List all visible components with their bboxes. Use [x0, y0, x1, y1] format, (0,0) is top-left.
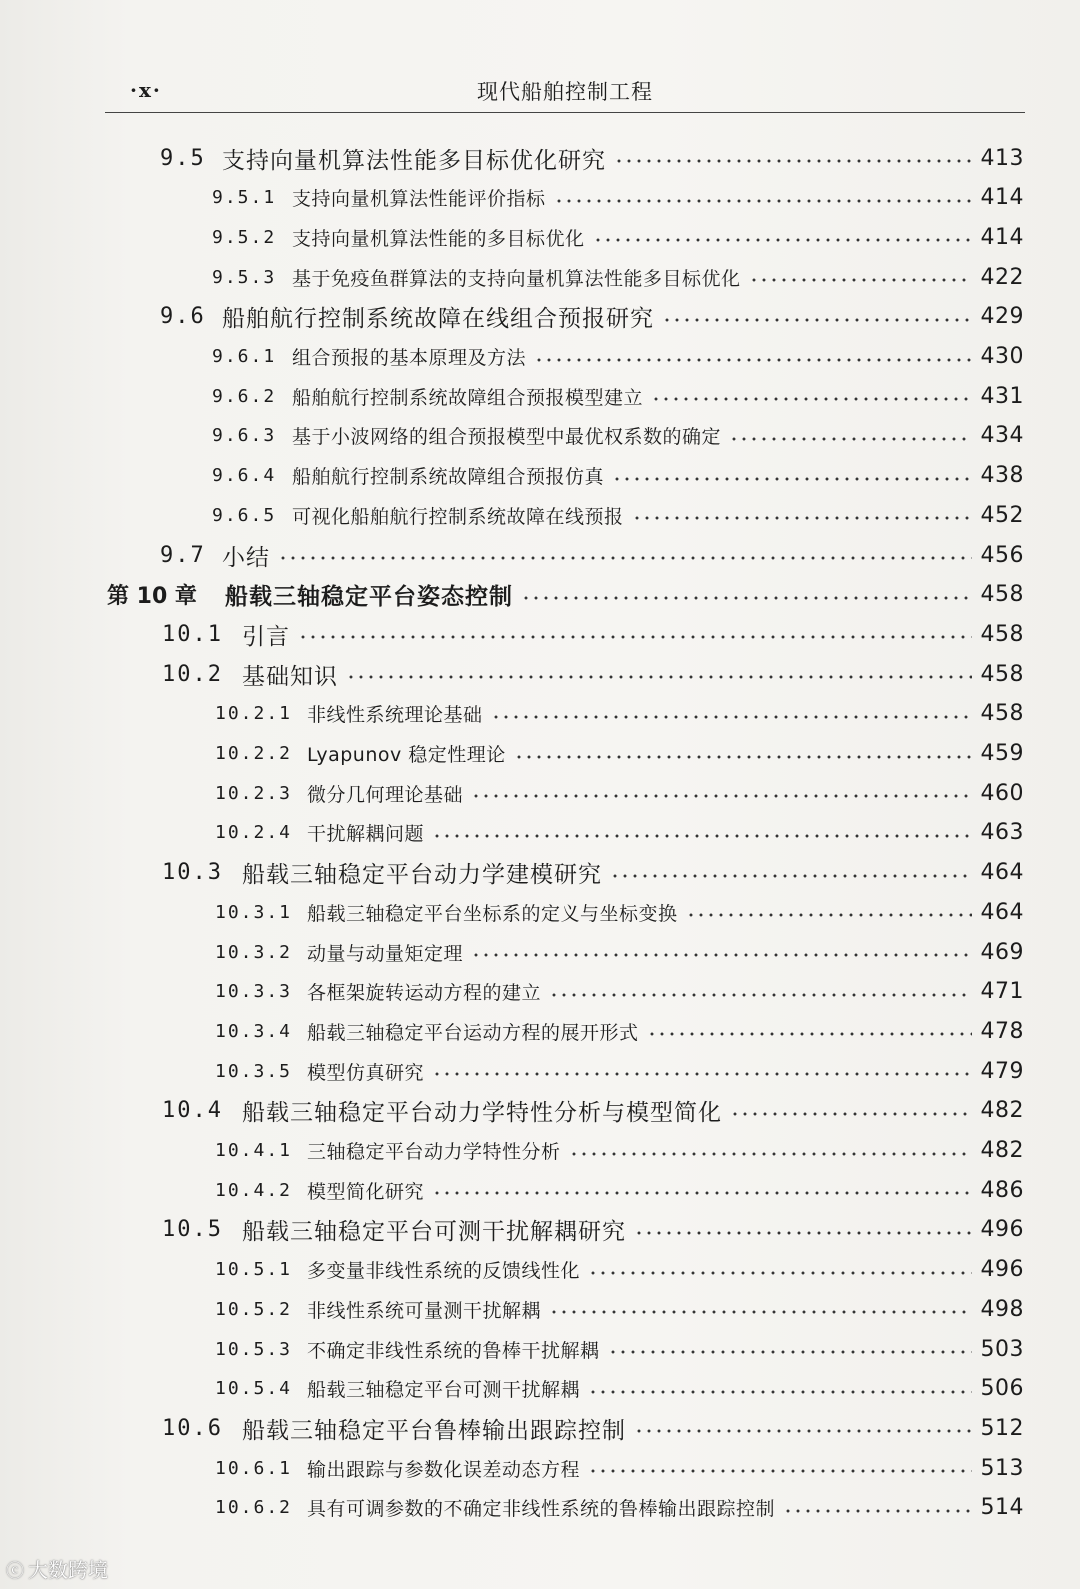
toc-entry-title: Lyapunov 稳定性理论: [307, 744, 506, 766]
toc-entry-page: 513: [980, 1455, 1024, 1481]
toc-entry: [215, 1369, 1024, 1409]
dot-leader: [432, 1191, 972, 1195]
toc-entry: [162, 1408, 1024, 1448]
dot-leader: [471, 953, 972, 957]
dot-leader: [588, 1469, 972, 1473]
toc-entry: [215, 1448, 1024, 1488]
toc-entry: [215, 932, 1024, 972]
toc-entry: [215, 1131, 1024, 1171]
toc-entry-number: 10.3.2: [215, 941, 293, 963]
toc-entry-number: 9.7: [160, 542, 206, 568]
toc-entry-page: 514: [980, 1495, 1024, 1521]
toc-entry-page: 463: [980, 820, 1024, 846]
toc-entry-number: 10.2: [162, 661, 223, 687]
toc-entry-title: 船载三轴稳定平台运动方程的展开形式: [307, 1021, 639, 1044]
toc-entry: [212, 178, 1024, 218]
toc-entry: [215, 892, 1024, 932]
toc-entry-title: 船舶航行控制系统故障组合预报仿真: [292, 466, 605, 489]
toc-entry-title: 模型仿真研究: [307, 1061, 425, 1084]
dot-leader: [634, 1231, 972, 1235]
toc-entry-title: 各框架旋转运动方程的建立: [307, 982, 542, 1005]
toc-entry: [215, 773, 1024, 813]
toc-entry-title: 支持向量机算法性能评价指标: [292, 188, 546, 211]
toc-entry-title: 动量与动量矩定理: [307, 942, 464, 965]
toc-entry-page: 458: [980, 582, 1024, 608]
book-title: 现代船舶控制工程: [477, 80, 653, 104]
toc-entry: [162, 654, 1024, 694]
toc-entry-page: 430: [980, 344, 1024, 369]
toc-entry-page: 503: [980, 1336, 1024, 1362]
toc-entry-title: 支持向量机算法性能的多目标优化: [292, 227, 585, 250]
toc-entry: [212, 217, 1024, 257]
toc-entry-title: 输出跟踪与参数化误差动态方程: [307, 1458, 581, 1481]
toc-entry: [162, 1091, 1024, 1131]
toc-entry: [107, 575, 1024, 615]
toc-entry: [215, 813, 1024, 853]
toc-entry-title: 船舶航行控制系统故障在线组合预报研究: [222, 306, 654, 333]
dot-leader: [491, 715, 972, 719]
toc-entry-number: 9.6: [160, 304, 206, 330]
toc-entry-number: 10.3.3: [215, 981, 293, 1003]
toc-entry: [212, 495, 1024, 535]
dot-leader: [662, 318, 972, 322]
toc-entry: [160, 297, 1024, 337]
dot-leader: [432, 1072, 972, 1076]
toc-entry-title: 模型简化研究: [307, 1180, 425, 1203]
toc-entry-title: 船载三轴稳定平台坐标系的定义与坐标变换: [307, 902, 678, 925]
toc-entry: [162, 853, 1024, 893]
dot-leader: [514, 755, 972, 759]
toc-entry: [215, 1170, 1024, 1210]
toc-entry-title: 基于小波网络的组合预报模型中最优权系数的确定: [292, 426, 722, 449]
dot-leader: [651, 397, 972, 401]
toc-entry-number: 10.6: [162, 1415, 223, 1441]
dot-leader: [471, 794, 972, 798]
dot-leader: [588, 1390, 972, 1394]
toc-entry-number: 10.4.1: [215, 1140, 293, 1161]
dot-leader: [783, 1509, 972, 1513]
toc-entry-page: 482: [980, 1138, 1024, 1163]
toc-entry-number: 9.6.1: [212, 346, 277, 367]
toc-entry-page: 496: [980, 1257, 1024, 1283]
toc-entry-page: 438: [980, 463, 1024, 489]
toc-entry: [162, 614, 1024, 654]
toc-entry-number: 10.6.2: [215, 1497, 293, 1519]
toc-entry-page: 512: [980, 1415, 1024, 1441]
watermark: [6, 1554, 108, 1583]
toc-entry: [215, 1051, 1024, 1091]
toc-entry-page: 458: [980, 701, 1024, 727]
toc-entry: [212, 416, 1024, 456]
toc-entry-title: 干扰解耦问题: [307, 823, 425, 846]
dot-leader: [569, 1152, 972, 1156]
dot-leader: [554, 199, 972, 203]
toc-entry: [215, 1250, 1024, 1290]
toc-entry-title: 具有可调参数的不确定非线性系统的鲁棒输出跟踪控制: [307, 1498, 776, 1521]
toc-entry-page: 486: [980, 1177, 1024, 1203]
dot-leader: [632, 516, 972, 520]
toc-entry-page: 456: [980, 542, 1024, 568]
toc-entry-page: 469: [980, 939, 1024, 965]
toc-entry-page: 460: [980, 780, 1024, 806]
toc-entry: [215, 1488, 1024, 1528]
toc-entry-number: 9.6.5: [212, 504, 277, 526]
toc-entry-number: 10.5.1: [215, 1259, 293, 1281]
toc-entry-title: 船载三轴稳定平台动力学建模研究: [242, 862, 602, 889]
toc-entry-page: 452: [980, 502, 1024, 528]
toc-entry-title: 支持向量机算法性能多目标优化研究: [222, 147, 606, 174]
toc-entry-number: 9.5.1: [212, 187, 277, 209]
toc-entry-page: 434: [980, 423, 1024, 449]
dot-leader: [549, 1310, 972, 1314]
toc-entry-number: 9.6.3: [212, 425, 277, 447]
toc-entry-title: 船载三轴稳定平台姿态控制: [225, 584, 513, 611]
dot-leader: [278, 556, 972, 560]
toc-entry-title: 非线性系统理论基础: [307, 704, 483, 727]
dot-leader: [686, 913, 972, 917]
toc-entry-number: 10.3.5: [215, 1060, 293, 1082]
toc-entry-number: 10.5: [162, 1217, 223, 1243]
toc-entry-page: 471: [980, 979, 1024, 1005]
toc-entry-title: 组合预报的基本原理及方法: [292, 347, 527, 369]
toc-entry-number: 10.1: [162, 621, 223, 647]
toc-entry: [160, 535, 1024, 575]
toc-entry-title: 非线性系统可量测干扰解耦: [307, 1299, 542, 1322]
dot-leader: [298, 635, 972, 639]
toc-entry-number: 9.5: [160, 145, 206, 171]
toc-entry-number: 10.5.4: [215, 1378, 293, 1400]
dot-leader: [730, 1112, 972, 1116]
dot-leader: [608, 1350, 972, 1354]
dot-leader: [549, 993, 972, 997]
toc-entry: [212, 337, 1024, 377]
toc-entry-page: 431: [980, 383, 1024, 409]
toc-entry-title: 小结: [222, 544, 270, 571]
toc-entry: [160, 138, 1024, 178]
dot-leader: [612, 477, 972, 481]
toc-entry-number: 10.6.1: [215, 1457, 293, 1479]
toc-entry-page: 422: [980, 264, 1024, 290]
toc-entry-title: 多变量非线性系统的反馈线性化: [307, 1260, 581, 1283]
toc-entry-title: 基于免疫鱼群算法的支持向量机算法性能多目标优化: [292, 267, 741, 290]
toc-entry-page: 478: [980, 1018, 1024, 1044]
toc-entry-title: 微分几何理论基础: [307, 783, 464, 806]
toc-entry-page: 496: [980, 1217, 1024, 1243]
toc-entry-title: 基础知识: [242, 663, 338, 690]
toc-entry-page: 464: [980, 899, 1024, 925]
toc-entry-number: 10.3.4: [215, 1020, 293, 1042]
toc-entry-page: 479: [980, 1058, 1024, 1084]
toc-entry-number: 10.3: [162, 860, 223, 886]
toc-entry-number: 第 10 章: [107, 584, 197, 610]
dot-leader: [534, 358, 972, 362]
toc-entry-number: 10.2.3: [215, 782, 293, 804]
dot-leader: [593, 238, 972, 242]
dot-leader: [346, 675, 972, 679]
toc-entry: [215, 1329, 1024, 1369]
toc-entry: [215, 972, 1024, 1012]
toc-entry-number: 10.5.3: [215, 1338, 293, 1360]
dot-leader: [729, 437, 972, 441]
dot-leader: [588, 1271, 972, 1275]
watermark-text: 大数跨境: [28, 1558, 108, 1582]
toc-entry-title: 可视化船舶航行控制系统故障在线预报: [292, 505, 624, 528]
dot-leader: [647, 1032, 972, 1036]
toc-entry-page: 414: [980, 224, 1024, 250]
dot-leader: [614, 159, 972, 163]
page-number: ·x·: [130, 78, 162, 102]
dot-leader: [610, 874, 972, 878]
toc-entry-number: 9.5.2: [212, 226, 277, 248]
toc-entry-page: 482: [980, 1098, 1024, 1124]
toc-entry-page: 458: [980, 621, 1024, 647]
dot-leader: [634, 1429, 972, 1433]
page-header: [105, 72, 1025, 113]
toc-entry: [212, 376, 1024, 416]
toc-entry-title: 船舶航行控制系统故障组合预报模型建立: [292, 386, 644, 409]
toc-entry-page: 464: [980, 860, 1024, 886]
dot-leader: [749, 278, 972, 282]
toc-entry-title: 不确定非线性系统的鲁棒干扰解耦: [307, 1339, 600, 1362]
toc-entry-number: 10.2.4: [215, 822, 293, 844]
toc-entry-number: 10.4.2: [215, 1179, 293, 1201]
toc-entry-page: 429: [980, 304, 1024, 330]
dot-leader: [521, 596, 972, 600]
toc-entry-page: 414: [980, 185, 1024, 211]
toc-entry-page: 498: [980, 1296, 1024, 1322]
logo-icon: ⓒ: [6, 1561, 24, 1582]
toc-entry-number: 10.4: [162, 1098, 223, 1124]
toc-entry-number: 10.2.2: [215, 743, 293, 764]
toc-entry-number: 10.5.2: [215, 1298, 293, 1320]
toc-entry: [215, 734, 1024, 774]
toc-entry-number: 9.5.3: [212, 266, 277, 288]
toc-entry: [215, 1289, 1024, 1329]
toc-entry-number: 10.2.1: [215, 703, 293, 725]
toc-entry-title: 船载三轴稳定平台可测干扰解耦: [307, 1379, 581, 1402]
toc-entry-title: 船载三轴稳定平台鲁棒输出跟踪控制: [242, 1417, 626, 1444]
toc-entry: [162, 1210, 1024, 1250]
toc-entry: [212, 456, 1024, 496]
toc-entry-number: 9.6.2: [212, 385, 277, 407]
toc-entry-title: 三轴稳定平台动力学特性分析: [307, 1141, 561, 1163]
dot-leader: [432, 834, 972, 838]
toc-entry-title: 引言: [242, 623, 290, 650]
toc-entry-page: 413: [980, 145, 1024, 171]
toc-entry-page: 506: [980, 1376, 1024, 1402]
toc-entry: [212, 257, 1024, 297]
toc-entry: [215, 694, 1024, 734]
toc-entry-page: 458: [980, 661, 1024, 687]
toc-entry-title: 船载三轴稳定平台可测干扰解耦研究: [242, 1219, 626, 1246]
toc-entry-page: 459: [980, 741, 1024, 766]
toc-entry-number: 10.3.1: [215, 901, 293, 923]
toc-entry-title: 船载三轴稳定平台动力学特性分析与模型简化: [242, 1100, 722, 1127]
toc-entry-number: 9.6.4: [212, 465, 277, 487]
toc-entry: [215, 1011, 1024, 1051]
